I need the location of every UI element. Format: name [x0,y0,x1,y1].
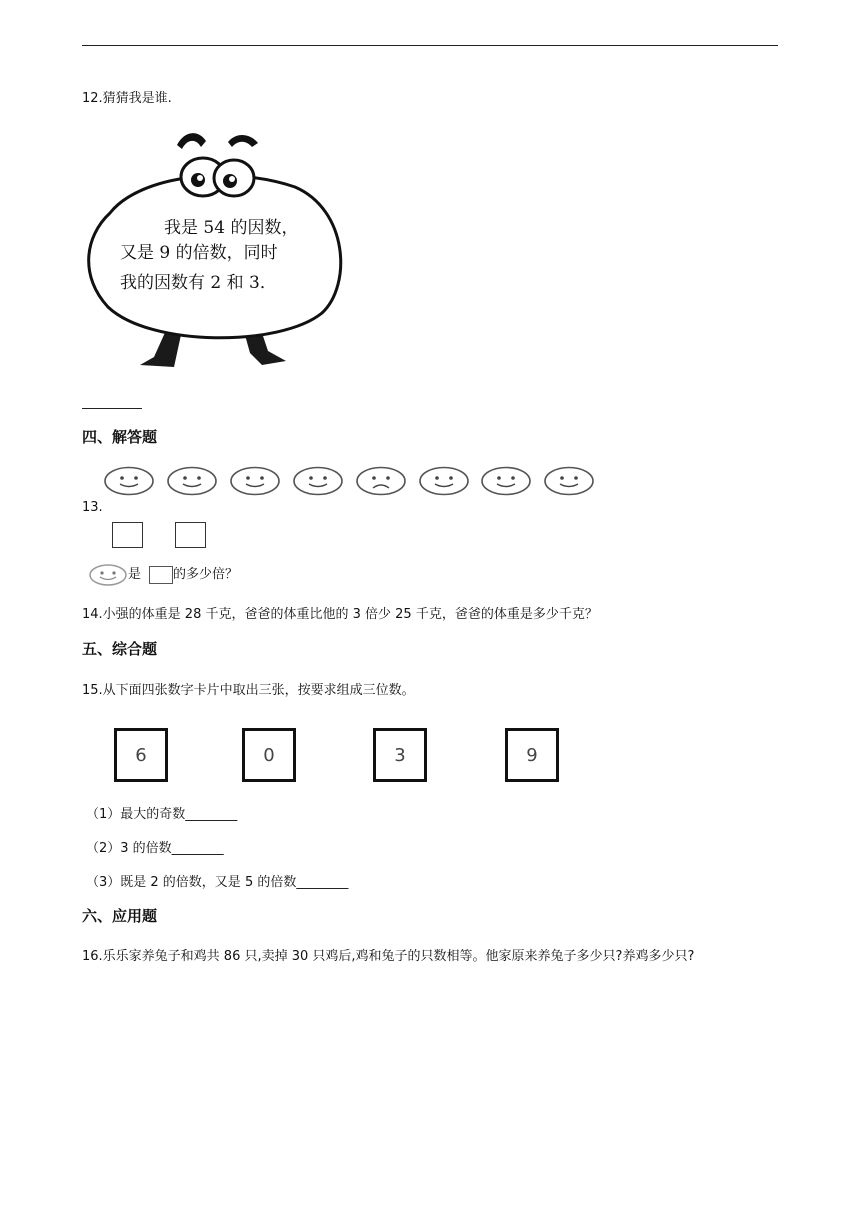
smile-face-icon [418,466,470,496]
question-15-text: 15.从下面四张数字卡片中取出三张，按要求组成三位数。 [82,683,415,698]
smile-face-icon [166,466,218,496]
number-card-3: 3 [373,728,427,782]
smile-face-icon [292,466,344,496]
smile-face-icon [103,466,155,496]
bubble-line-2: 又是 9 的倍数，同时 [120,243,278,263]
question-12-label: 12.猜猜我是谁. [82,91,172,106]
question-14-text: 14.小强的体重是 28 千克，爸爸的体重比他的 3 倍少 25 千克，爸爸的体重是多少千克？ [82,607,598,622]
question-16-text: 16.乐乐家养兔子和鸡共 86 只,卖掉 30 只鸡后,鸡和兔子的只数相等。他家原来养兔子多少只?养鸡多少只? [82,949,695,964]
number-card-6: 6 [114,728,168,782]
blob-character-illustration [80,125,350,375]
bubble-line-1: 我是 54 的因数， [164,218,299,238]
number-card-0: 0 [242,728,296,782]
question-15-sub-3: （3）既是 2 的倍数，又是 5 的倍数________ [86,875,349,890]
question-15-sub-2: （2）3 的倍数________ [86,841,224,856]
section-6-title: 六、应用题 [82,907,158,925]
right-eyebrow [228,135,258,147]
question-13-rest: 的多少倍？ [173,567,239,582]
square-box-1 [112,522,143,548]
answer-blank-12 [82,408,142,409]
question-13-is: 是 [128,567,142,582]
bubble-line-3: 我的因数有 2 和 3． [120,273,277,293]
smile-face-icon [543,466,595,496]
header-rule [82,45,778,46]
square-box-icon [149,566,173,584]
left-eyebrow [177,133,206,149]
question-15-sub-1: （1）最大的奇数________ [86,807,238,822]
smile-face-icon [229,466,281,496]
smile-face-icon [480,466,532,496]
section-5-title: 五、综合题 [82,640,158,658]
question-13-label: 13. [82,500,103,515]
question-13-line [88,564,238,586]
square-box-2 [175,522,206,548]
frown-face-icon [355,466,407,496]
number-card-9: 9 [505,728,559,782]
smiley-face-icon [88,564,128,586]
section-4-title: 四、解答题 [82,428,158,446]
